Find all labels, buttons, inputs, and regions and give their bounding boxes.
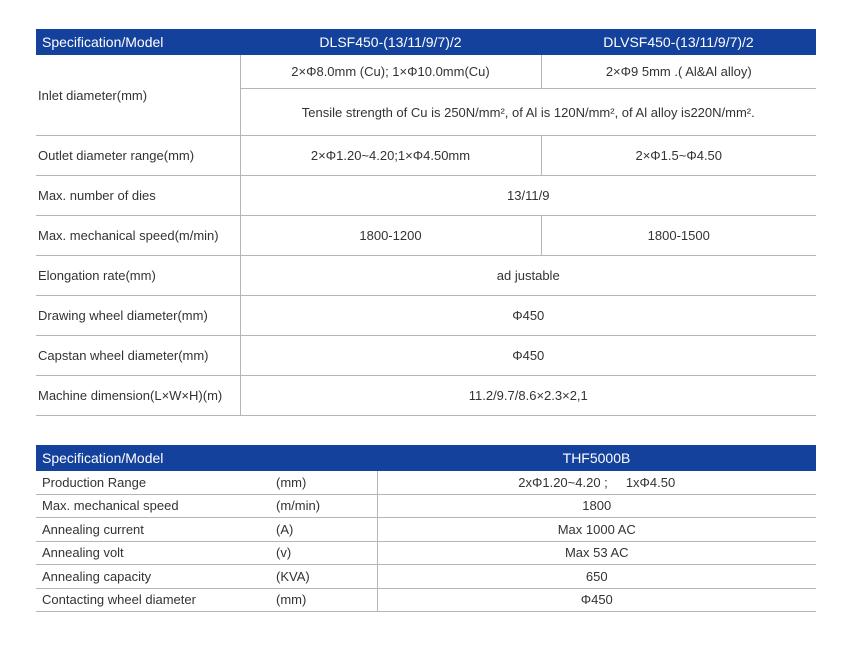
row-value: Max 53 AC <box>377 541 816 565</box>
outlet-dlvsf-value: 2×Φ1.5~Φ4.50 <box>541 136 816 176</box>
row-unit: (mm) <box>276 471 377 494</box>
row-value: 1800 <box>377 494 816 518</box>
row-label-elongation: Elongation rate(mm) <box>36 256 240 296</box>
header-spec-model: Specification/Model <box>36 29 240 55</box>
header-spec-model: Specification/Model <box>36 445 377 471</box>
inlet-tensile-note: Tensile strength of Cu is 250N/mm², of Al is 120N/mm², of Al alloy is220N/mm². <box>240 89 816 136</box>
header-model-dlvsf: DLVSF450-(13/11/9/7)/2 <box>541 29 816 55</box>
table-row <box>36 518 816 542</box>
spec-table-dlsf <box>36 29 816 416</box>
capstan-wheel-value: Φ450 <box>240 336 816 376</box>
row-label-outlet: Outlet diameter range(mm) <box>36 136 240 176</box>
table-row <box>36 336 816 376</box>
table-row <box>36 256 816 296</box>
table-row <box>36 471 816 494</box>
dimension-value: 11.2/9.7/8.6×2.3×2,1 <box>240 376 816 416</box>
table-row <box>36 216 816 256</box>
spec-table-thf <box>36 445 816 612</box>
row-label-dies: Max. number of dies <box>36 176 240 216</box>
row-value: Φ450 <box>377 588 816 612</box>
inlet-dlvsf-value: 2×Φ9 5mm .( Al&Al alloy) <box>541 55 816 89</box>
row-label-drawing-wheel: Drawing wheel diameter(mm) <box>36 296 240 336</box>
table-row <box>36 55 816 89</box>
table-row <box>36 541 816 565</box>
dies-value: 13/11/9 <box>240 176 816 216</box>
row-unit: (m/min) <box>276 494 377 518</box>
speed-dlsf-value: 1800-1200 <box>240 216 541 256</box>
row-label: Contacting wheel diameter <box>36 588 276 612</box>
row-unit: (mm) <box>276 588 377 612</box>
row-value: Max 1000 AC <box>377 518 816 542</box>
table-header-row <box>36 29 816 55</box>
table-row <box>36 176 816 216</box>
header-model-dlsf: DLSF450-(13/11/9/7)/2 <box>240 29 541 55</box>
table-row <box>36 296 816 336</box>
row-label-inlet: Inlet diameter(mm) <box>36 55 240 136</box>
row-label: Annealing capacity <box>36 565 276 589</box>
table-header-row <box>36 445 816 471</box>
table-row <box>36 376 816 416</box>
inlet-dlsf-value: 2×Φ8.0mm (Cu); 1×Φ10.0mm(Cu) <box>240 55 541 89</box>
row-label-speed: Max. mechanical speed(m/min) <box>36 216 240 256</box>
row-value: 2xΦ1.20~4.20 ; 1xΦ4.50 <box>377 471 816 494</box>
row-label-capstan-wheel: Capstan wheel diameter(mm) <box>36 336 240 376</box>
outlet-dlsf-value: 2×Φ1.20~4.20;1×Φ4.50mm <box>240 136 541 176</box>
row-label-dimension: Machine dimension(L×W×H)(m) <box>36 376 240 416</box>
table-row <box>36 494 816 518</box>
row-value: 650 <box>377 565 816 589</box>
row-unit: (KVA) <box>276 565 377 589</box>
row-label: Annealing volt <box>36 541 276 565</box>
speed-dlvsf-value: 1800-1500 <box>541 216 816 256</box>
row-label: Annealing current <box>36 518 276 542</box>
drawing-wheel-value: Φ450 <box>240 296 816 336</box>
row-unit: (A) <box>276 518 377 542</box>
elongation-value: ad justable <box>240 256 816 296</box>
row-label: Max. mechanical speed <box>36 494 276 518</box>
table-row <box>36 565 816 589</box>
table-row <box>36 136 816 176</box>
row-label: Production Range <box>36 471 276 494</box>
header-model-thf: THF5000B <box>377 445 816 471</box>
table-row <box>36 588 816 612</box>
row-unit: (v) <box>276 541 377 565</box>
